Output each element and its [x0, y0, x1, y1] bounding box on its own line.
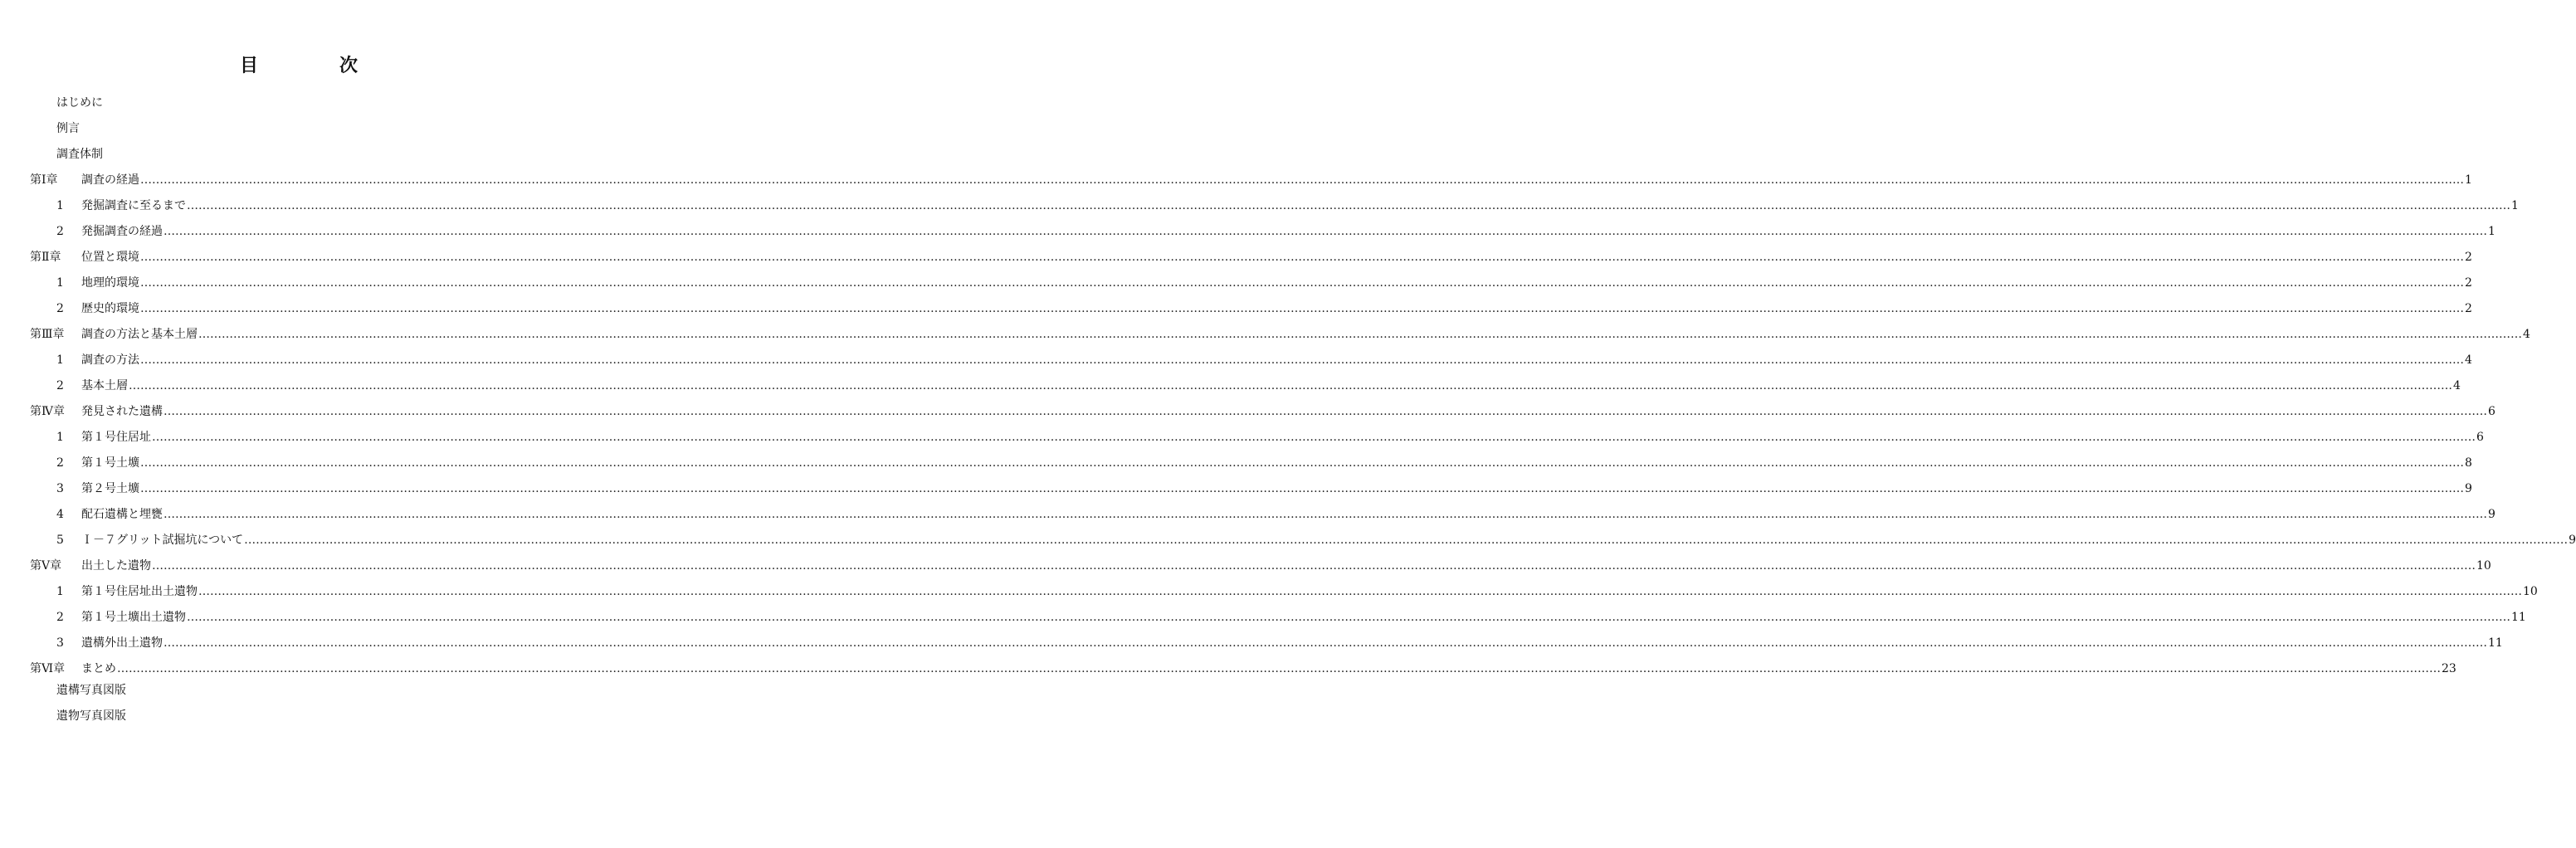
chapter-title: 出土した遺物 [81, 559, 151, 573]
chapter-number: 第Ⅲ章 [30, 328, 65, 341]
section-title: 発掘調査の経過 [81, 225, 163, 238]
chapter-title: 発見された遺構 [81, 405, 163, 418]
section-title: 第１号土壙 [81, 456, 139, 470]
page-number: 1 [2511, 199, 2519, 212]
dot-leader: …………………………………………………………………………………………………………………………………………………………………………………………………………………………………………………………………………………………………………………………………………………………………………………………………………………………………………………………………………………………………………………………………………………… [140, 353, 2464, 367]
back-matter-label: 遺物写真図版 [56, 709, 126, 723]
section-number: 3 [56, 636, 64, 650]
section-title: 遺構外出土遺物 [81, 636, 163, 650]
dot-leader: …………………………………………………………………………………………………………………………………………………………………………………………………………………………………………………………………………………………………………………………………………………………………………………………………………………………………………………………………………………………………………………………………………………… [140, 302, 2464, 315]
page-number: 11 [2511, 611, 2526, 624]
toc-section-row [56, 350, 2472, 370]
toc-entry-heading [56, 530, 243, 550]
toc-entry-heading [56, 427, 151, 447]
chapter-number: 第Ⅰ章 [30, 173, 58, 187]
section-number: 1 [56, 585, 64, 598]
toc-chapter-row [30, 402, 2496, 422]
page-number: 8 [2465, 456, 2472, 470]
section-number: 2 [56, 302, 64, 315]
section-title: 調査の方法 [81, 353, 139, 367]
section-title: Ｉ－７グリット試掘坑について [81, 534, 244, 547]
page-number: 2 [2465, 276, 2472, 290]
toc-chapter-row [30, 170, 2472, 190]
page-number: 9 [2569, 534, 2576, 547]
dot-leader: …………………………………………………………………………………………………………………………………………………………………………………………………………………………………………………………………………………………………………………………………………………………………………………………………………………………………………………………………………………………………………………………………………………… [163, 225, 2487, 238]
section-number: 3 [56, 482, 64, 495]
section-number: 1 [56, 353, 64, 367]
section-number: 5 [56, 534, 64, 547]
section-number: 1 [56, 199, 64, 212]
chapter-title: 調査の経過 [81, 173, 139, 187]
toc-entry-heading [30, 659, 116, 679]
toc-entry-heading [30, 247, 139, 267]
toc-section-row [56, 273, 2472, 293]
section-title: 第１号土壙出土遺物 [81, 611, 186, 624]
chapter-title: まとめ [81, 662, 116, 675]
toc-section-row [56, 479, 2472, 499]
page-number: 6 [2476, 431, 2484, 444]
toc-section-row [56, 582, 2538, 602]
section-title: 第１号住居址出土遺物 [81, 585, 198, 598]
toc-entry-heading [56, 376, 128, 396]
toc-chapter-row [30, 556, 2491, 576]
toc-section-row [56, 222, 2496, 241]
page-number: 1 [2488, 225, 2496, 238]
page-number: 4 [2523, 328, 2530, 341]
dot-leader: …………………………………………………………………………………………………………………………………………………………………………………………………………………………………………………………………………………………………………………………………………………………………………………………………………………………………………………………………………………………………………………………………………………… [140, 251, 2464, 264]
toc-entry-heading [30, 556, 151, 576]
page-number: 11 [2488, 636, 2503, 650]
toc-chapter-row [30, 324, 2530, 344]
page-number: 9 [2488, 508, 2496, 521]
page-number: 4 [2453, 379, 2461, 392]
dot-leader: …………………………………………………………………………………………………………………………………………………………………………………………………………………………………………………………………………………………………………………………………………………………………………………………………………………………………………………………………………………………………………………………………………………… [163, 508, 2487, 521]
dot-leader: …………………………………………………………………………………………………………………………………………………………………………………………………………………………………………………………………………………………………………………………………………………………………………………………………………………………………………………………………………………………………………………………………………………… [163, 405, 2487, 418]
back-matter-item [56, 680, 126, 700]
section-title: 配石遺構と埋甕 [81, 508, 163, 521]
toc-chapter-row [30, 659, 2456, 679]
page-number: 10 [2476, 559, 2491, 573]
page-number: 4 [2465, 353, 2472, 367]
back-matter-item [56, 706, 126, 726]
toc-entry-heading [30, 170, 139, 190]
front-matter-label: 調査体制 [56, 148, 103, 161]
toc-section-row [56, 299, 2472, 319]
chapter-title: 位置と環境 [81, 251, 139, 264]
chapter-number: 第Ⅳ章 [30, 405, 65, 418]
toc-section-row [56, 196, 2519, 216]
page-number: 10 [2523, 585, 2538, 598]
dot-leader: …………………………………………………………………………………………………………………………………………………………………………………………………………………………………………………………………………………………………………………………………………………………………………………………………………………………………………………………………………………………………………………………………………………… [187, 199, 2510, 212]
toc-entry-heading [56, 222, 163, 241]
section-number: 4 [56, 508, 64, 521]
dot-leader: …………………………………………………………………………………………………………………………………………………………………………………………………………………………………………………………………………………………………………………………………………………………………………………………………………………………………………………………………………………………………………………………………………………… [140, 276, 2464, 290]
section-title: 基本土層 [81, 379, 128, 392]
toc-section-row [56, 453, 2472, 473]
dot-leader: …………………………………………………………………………………………………………………………………………………………………………………………………………………………………………………………………………………………………………………………………………………………………………………………………………………………………………………………………………………………………………………………………………………… [244, 534, 2569, 547]
toc-entry-heading [56, 350, 139, 370]
chapter-title: 調査の方法と基本土層 [81, 328, 198, 341]
toc-entry-heading [56, 196, 186, 216]
toc-entry-heading [56, 453, 139, 473]
section-title: 発掘調査に至るまで [81, 199, 186, 212]
section-number: 1 [56, 276, 64, 290]
dot-leader: …………………………………………………………………………………………………………………………………………………………………………………………………………………………………………………………………………………………………………………………………………………………………………………………………………………………………………………………………………………………………………………………………………………… [140, 482, 2464, 495]
page-number: 2 [2465, 302, 2472, 315]
toc-section-row [56, 376, 2461, 396]
toc-chapter-row [30, 247, 2472, 267]
front-matter-item [56, 144, 103, 164]
section-title: 地理的環境 [81, 276, 139, 290]
toc-section-row [56, 427, 2484, 447]
section-title: 第２号土壙 [81, 482, 139, 495]
front-matter-label: 例言 [56, 122, 80, 135]
toc-entry-heading [30, 402, 163, 422]
section-title: 第１号住居址 [81, 431, 151, 444]
toc-section-row [56, 633, 2503, 653]
page-title: 目 次 [239, 56, 389, 76]
page-number: 2 [2465, 251, 2472, 264]
toc-entry-heading [56, 582, 198, 602]
toc-section-row [56, 607, 2526, 627]
front-matter-item [56, 93, 103, 113]
page-number: 1 [2465, 173, 2472, 187]
back-matter-label: 遺構写真図版 [56, 684, 126, 697]
section-number: 1 [56, 431, 64, 444]
toc-entry-heading [56, 273, 139, 293]
page-number: 6 [2488, 405, 2496, 418]
dot-leader: …………………………………………………………………………………………………………………………………………………………………………………………………………………………………………………………………………………………………………………………………………………………………………………………………………………………………………………………………………………………………………………………………………………… [129, 379, 2452, 392]
section-number: 2 [56, 225, 64, 238]
section-number: 2 [56, 611, 64, 624]
dot-leader: …………………………………………………………………………………………………………………………………………………………………………………………………………………………………………………………………………………………………………………………………………………………………………………………………………………………………………………………………………………………………………………………………………………… [163, 636, 2487, 650]
toc-section-row [56, 530, 2576, 550]
dot-leader: …………………………………………………………………………………………………………………………………………………………………………………………………………………………………………………………………………………………………………………………………………………………………………………………………………………………………………………………………………………………………………………………………………………… [198, 328, 2522, 341]
section-title: 歴史的環境 [81, 302, 139, 315]
chapter-number: 第Ⅵ章 [30, 662, 66, 675]
section-number: 2 [56, 379, 64, 392]
dot-leader: …………………………………………………………………………………………………………………………………………………………………………………………………………………………………………………………………………………………………………………………………………………………………………………………………………………………………………………………………………………………………………………………………………………… [152, 431, 2476, 444]
toc-entry-heading [56, 479, 139, 499]
dot-leader: …………………………………………………………………………………………………………………………………………………………………………………………………………………………………………………………………………………………………………………………………………………………………………………………………………………………………………………………………………………………………………………………………………………… [117, 662, 2441, 675]
page-number: 23 [2442, 662, 2456, 675]
dot-leader: …………………………………………………………………………………………………………………………………………………………………………………………………………………………………………………………………………………………………………………………………………………………………………………………………………………………………………………………………………………………………………………………………………………… [140, 173, 2464, 187]
dot-leader: …………………………………………………………………………………………………………………………………………………………………………………………………………………………………………………………………………………………………………………………………………………………………………………………………………………………………………………………………………………………………………………………………………………… [140, 456, 2464, 470]
section-number: 2 [56, 456, 64, 470]
chapter-number: 第Ⅴ章 [30, 559, 62, 573]
toc-entry-heading [56, 607, 186, 627]
toc-entry-heading [30, 324, 198, 344]
page-number: 9 [2465, 482, 2472, 495]
toc-entry-heading [56, 633, 163, 653]
dot-leader: …………………………………………………………………………………………………………………………………………………………………………………………………………………………………………………………………………………………………………………………………………………………………………………………………………………………………………………………………………………………………………………………………………………… [152, 559, 2476, 573]
front-matter-item [56, 119, 80, 139]
dot-leader: …………………………………………………………………………………………………………………………………………………………………………………………………………………………………………………………………………………………………………………………………………………………………………………………………………………………………………………………………………………………………………………………………………………… [187, 611, 2510, 624]
toc-section-row [56, 504, 2496, 524]
toc-entry-heading [56, 504, 163, 524]
chapter-number: 第Ⅱ章 [30, 251, 61, 264]
toc-entry-heading [56, 299, 139, 319]
front-matter-label: はじめに [56, 96, 103, 110]
dot-leader: …………………………………………………………………………………………………………………………………………………………………………………………………………………………………………………………………………………………………………………………………………………………………………………………………………………………………………………………………………………………………………………………………………………… [198, 585, 2522, 598]
